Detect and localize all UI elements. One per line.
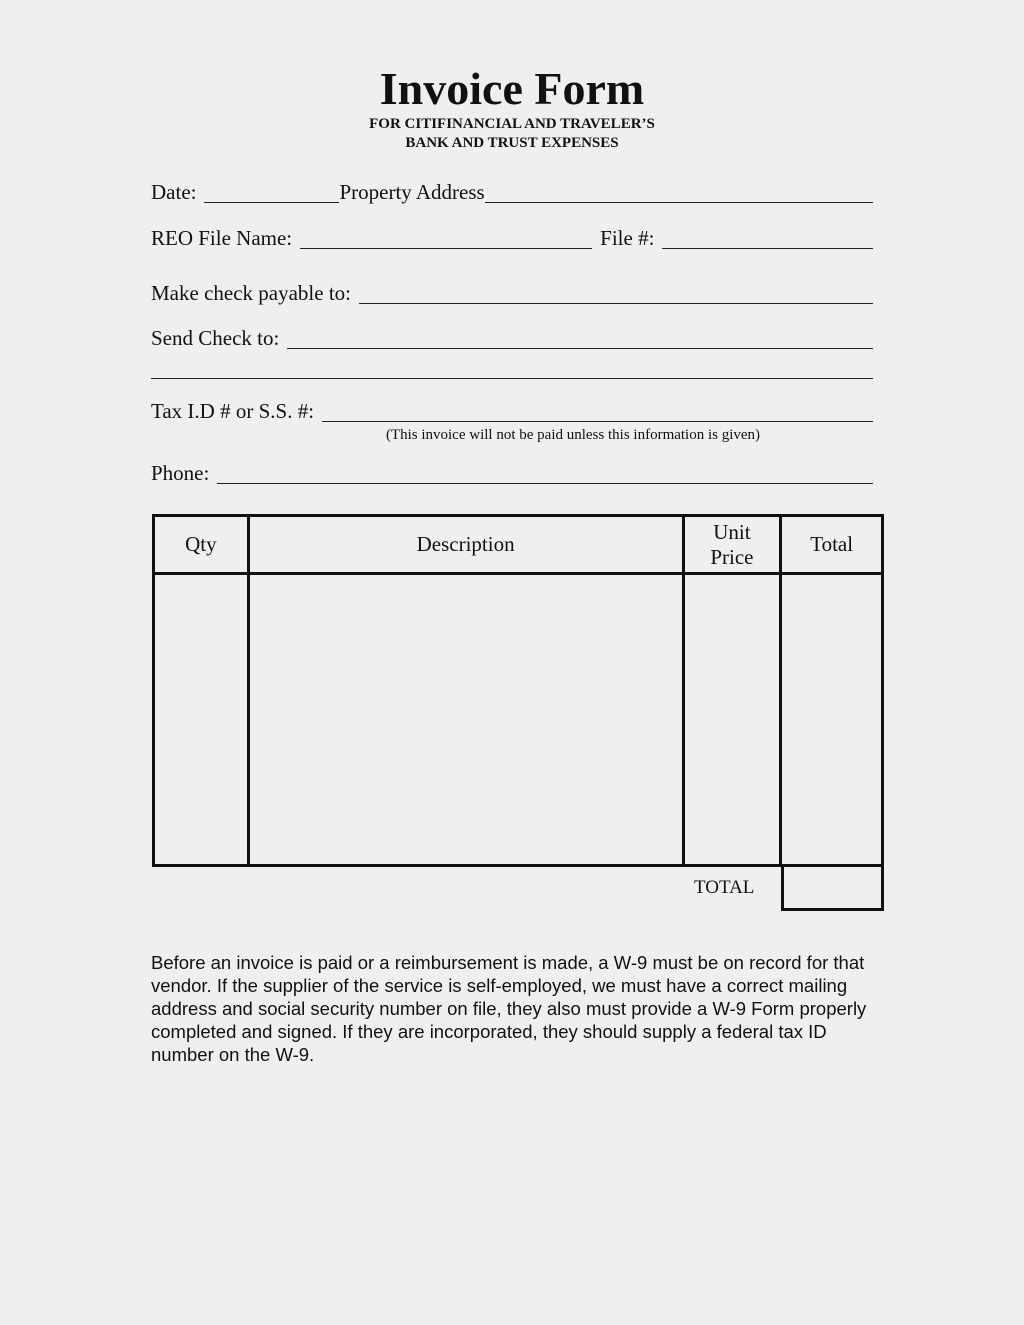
send-check-row-2 [151,354,873,382]
file-number-label: File #: [600,226,655,250]
tax-id-row [151,397,873,425]
subtitle-line-1: FOR CITIFINANCIAL AND TRAVELER’S [369,116,655,132]
send-check-field-line-2[interactable] [151,358,873,379]
reo-file-row [151,224,873,252]
reo-file-name-label: REO File Name: [151,226,293,250]
qty-cell[interactable] [154,574,249,866]
tax-id-note: (This invoice will not be paid unless this information is given) [385,427,761,443]
phone-label: Phone: [151,461,210,485]
grand-total-label: TOTAL [694,877,755,898]
w9-disclaimer: Before an invoice is paid or a reimbursement is made, a W-9 must be on record for that vendor. If the supplier of the service is self-employed, we must have a correct mailing address and social security number on file, they also must provide a W-9 Form properly completed and signed. If they are incorporated, they should supply a federal tax ID number on the W-9. [151,952,867,1065]
file-number-field[interactable] [662,228,873,249]
table-header-row [154,516,883,574]
property-address-field[interactable] [485,182,873,203]
tax-id-label: Tax I.D # or S.S. #: [151,399,315,423]
invoice-items-table [152,514,884,867]
date-field[interactable] [204,182,339,203]
date-property-row [151,178,873,206]
payable-to-row [151,279,873,307]
unit-price-cell[interactable] [683,574,781,866]
send-check-row [151,324,873,352]
date-label: Date: [151,180,197,204]
column-header-total: Total [781,516,883,574]
send-check-field[interactable] [287,328,873,349]
phone-field[interactable] [217,463,873,484]
reo-file-name-field[interactable] [300,228,592,249]
unit-price-text: Unit Price [710,519,754,569]
description-cell[interactable] [248,574,683,866]
subtitle-line-2: BANK AND TRUST EXPENSES [405,135,619,151]
table-row [154,574,883,866]
page-title: Invoice Form [379,63,645,114]
phone-row [151,459,873,487]
column-header-qty: Qty [154,516,249,574]
payable-to-field[interactable] [359,283,873,304]
total-cell[interactable] [781,574,883,866]
tax-id-field[interactable] [322,401,873,422]
column-header-unit-price [683,516,781,574]
grand-total-field[interactable] [781,864,884,911]
send-check-label: Send Check to: [151,326,280,350]
column-header-description: Description [248,516,683,574]
payable-to-label: Make check payable to: [151,281,351,305]
property-address-label: Property Address [339,180,485,204]
